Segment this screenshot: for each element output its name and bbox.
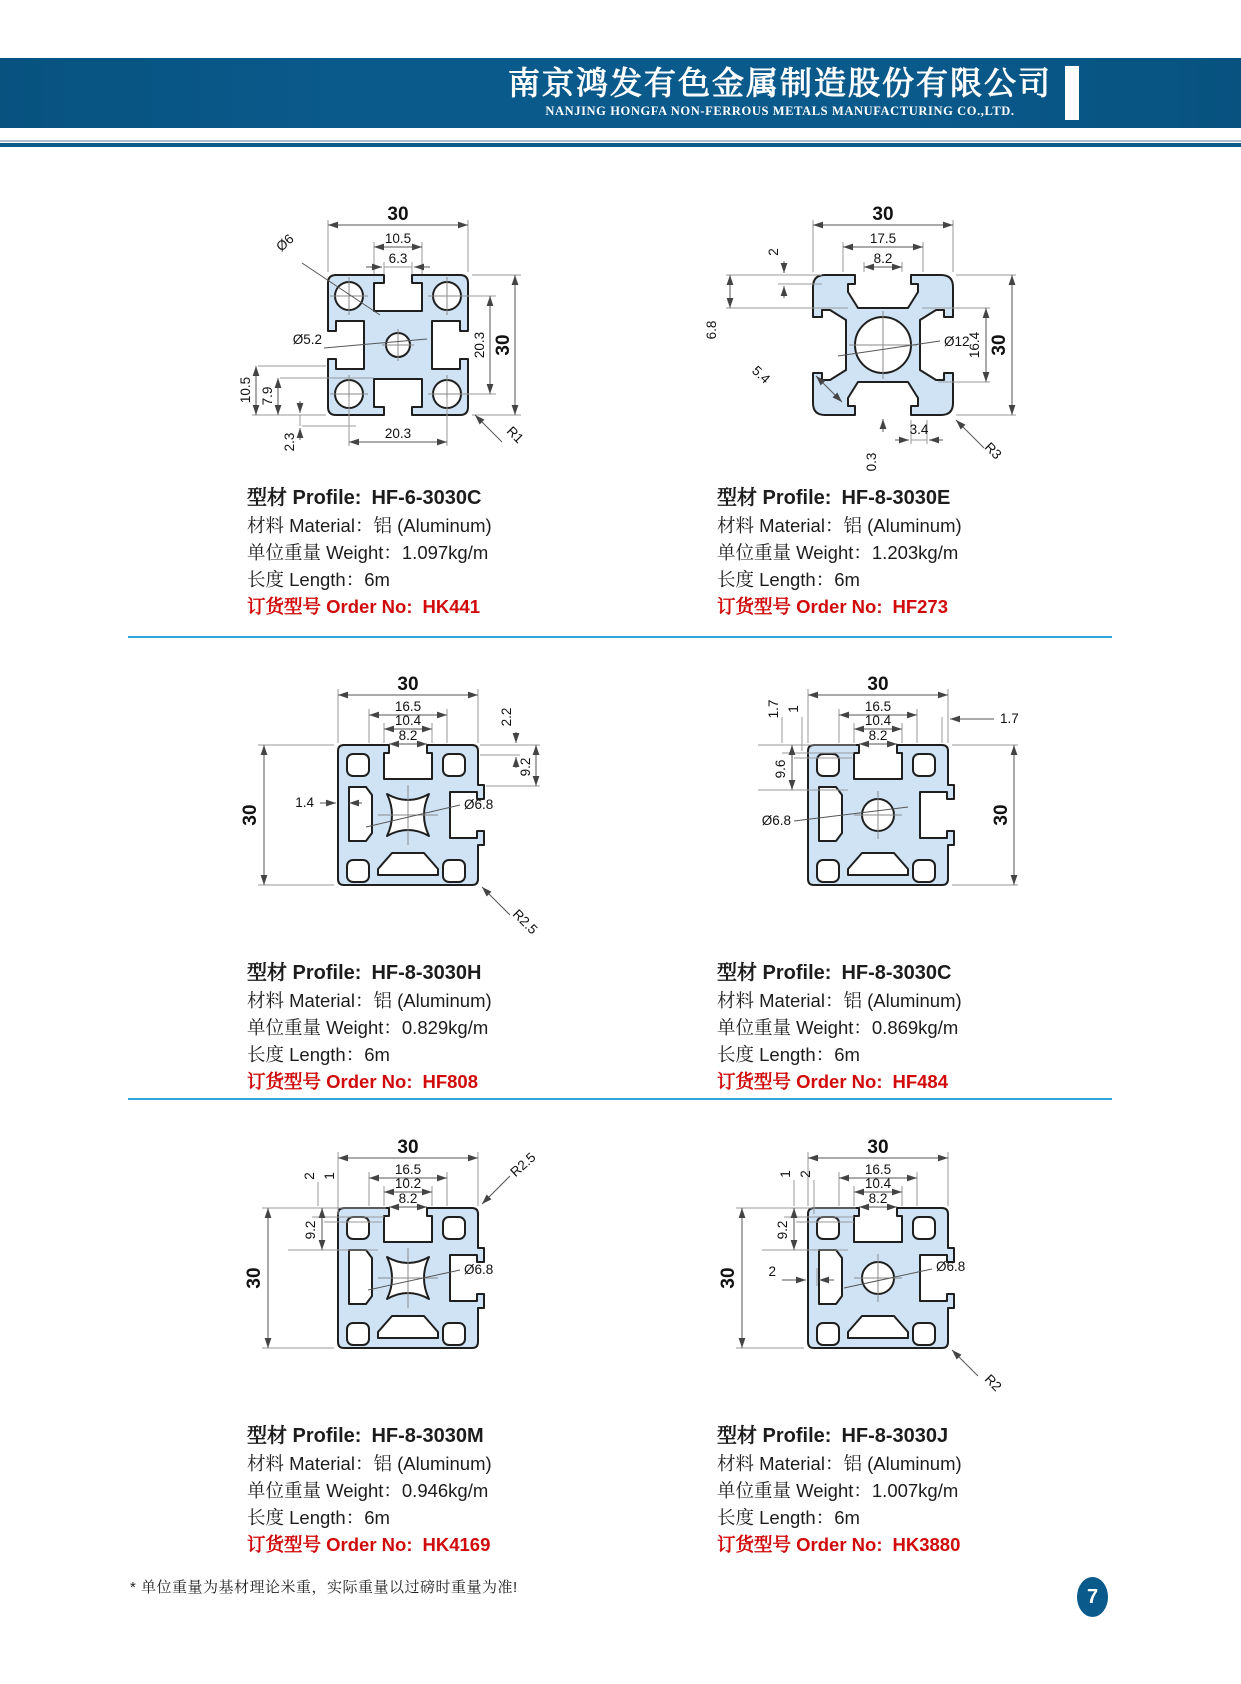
profile-model: HF-8-3030J: [841, 1425, 949, 1447]
dim-16-4: 16.4: [967, 331, 982, 359]
profile-label: 型材 Profile:: [717, 962, 832, 984]
dim-dia-12: Ø12: [944, 334, 970, 349]
order-number: HF484: [892, 1071, 949, 1092]
dim-dia-6-8: Ø6.8: [936, 1259, 966, 1274]
footnote: * 单位重量为基材理论米重，实际重量以过磅时重量为准!: [130, 1579, 518, 1596]
dim-r2-5: R2.5: [507, 1149, 539, 1180]
profile-info: [598, 1418, 1078, 1558]
row-divider-1: [128, 636, 1112, 638]
weight-label: 单位重量 Weight：: [717, 1017, 872, 1038]
material-label: 材料 Material：: [247, 1453, 374, 1474]
weight-label: 单位重量 Weight：: [717, 542, 872, 563]
technical-drawing: [598, 1118, 1078, 1418]
dim-16-5: 16.5: [864, 1162, 892, 1177]
material-value: 铝 (Aluminum): [373, 515, 492, 536]
dim-r1: R1: [503, 423, 527, 447]
dim-1-7-left: 1.7: [766, 699, 781, 719]
weight-value: 0.829kg/m: [401, 1017, 489, 1038]
dim-0-3: 0.3: [864, 452, 879, 472]
profile-info: [598, 955, 1078, 1095]
weight-label: 单位重量 Weight：: [247, 542, 402, 563]
dim-10-5-top: 10.5: [384, 231, 412, 246]
length-label: 长度 Length：: [717, 569, 835, 590]
dim-8-2: 8.2: [868, 728, 888, 743]
order-number: HK441: [422, 596, 481, 617]
dim-10-4: 10.4: [394, 713, 422, 728]
dim-8-2: 8.2: [398, 728, 418, 743]
profile-label: 型材 Profile:: [247, 1425, 362, 1447]
dim-30-right: 30: [493, 334, 514, 356]
profile-label: 型材 Profile:: [717, 1425, 832, 1447]
material-label: 材料 Material：: [717, 1453, 844, 1474]
profile-model: HF-8-3030E: [841, 487, 951, 509]
dim-1-7-right: 1.7: [1000, 711, 1019, 726]
dim-30-top: 30: [387, 204, 409, 225]
length-label: 长度 Length：: [717, 1507, 835, 1528]
order-number: HF808: [422, 1071, 479, 1092]
dim-6-3: 6.3: [388, 251, 408, 266]
dim-10-4: 10.4: [864, 1176, 892, 1191]
material-value: 铝 (Aluminum): [843, 515, 962, 536]
weight-label: 单位重量 Weight：: [247, 1017, 402, 1038]
material-label: 材料 Material：: [717, 990, 844, 1011]
weight-value: 1.007kg/m: [871, 1480, 959, 1501]
dim-30-top: 30: [397, 674, 419, 695]
dim-2-3: 2.3: [282, 432, 297, 452]
dim-30-left: 30: [244, 1267, 265, 1289]
material-value: 铝 (Aluminum): [843, 1453, 962, 1474]
profile-card-hf-8-3030c: [598, 655, 1078, 1095]
profile-info: [128, 955, 608, 1095]
dim-dia-6: Ø6: [273, 231, 297, 255]
dim-2: 2: [798, 1170, 813, 1178]
dim-dia-6-8: Ø6.8: [464, 797, 494, 812]
dim-1-4: 1.4: [295, 795, 314, 810]
weight-value: 1.203kg/m: [871, 542, 959, 563]
weight-value: 0.869kg/m: [871, 1017, 959, 1038]
profile-label: 型材 Profile:: [247, 487, 362, 509]
material-label: 材料 Material：: [247, 515, 374, 536]
length-label: 长度 Length：: [717, 1044, 835, 1065]
dim-1: 1: [322, 1172, 337, 1180]
dim-9-2: 9.2: [775, 1220, 790, 1240]
profile-label: 型材 Profile:: [247, 962, 362, 984]
profile-body: [808, 745, 954, 885]
dim-30-top: 30: [397, 1137, 419, 1158]
length-label: 长度 Length：: [247, 1044, 365, 1065]
dim-8-2: 8.2: [868, 1191, 888, 1206]
dim-2-2: 2.2: [499, 707, 514, 727]
length-value: 6m: [834, 1507, 860, 1528]
drawing-svg-4: [698, 655, 1138, 955]
length-value: 6m: [364, 1044, 390, 1065]
material-value: 铝 (Aluminum): [843, 990, 962, 1011]
length-value: 6m: [834, 569, 860, 590]
order-number: HK4169: [422, 1534, 491, 1555]
dim-30-top: 30: [867, 1137, 889, 1158]
weight-label: 单位重量 Weight：: [247, 1480, 402, 1501]
dim-17-5: 17.5: [869, 231, 897, 246]
dim-16-5: 16.5: [864, 699, 892, 714]
dim-10-4: 10.4: [864, 713, 892, 728]
header-rule-thick: [0, 143, 1241, 147]
profile-body: [338, 745, 484, 885]
dim-7-9: 7.9: [260, 386, 275, 406]
dim-3-4: 3.4: [909, 422, 929, 437]
weight-label: 单位重量 Weight：: [717, 1480, 872, 1501]
dim-5-4: 5.4: [749, 362, 774, 387]
page-number-badge: 7: [1077, 1577, 1108, 1617]
dim-dia-6-8: Ø6.8: [464, 1262, 494, 1277]
technical-drawing: [128, 655, 608, 955]
technical-drawing: [598, 655, 1078, 955]
header-accent-bar: [1065, 66, 1079, 120]
dim-16-5: 16.5: [394, 699, 422, 714]
profile-model: HF-8-3030H: [371, 962, 482, 984]
dim-30-top: 30: [872, 204, 894, 225]
material-label: 材料 Material：: [717, 515, 844, 536]
weight-value: 0.946kg/m: [401, 1480, 489, 1501]
profile-card-hf-8-3030e: [598, 180, 1078, 620]
length-label: 长度 Length：: [247, 569, 365, 590]
drawing-svg-2: [698, 180, 1138, 480]
dim-30-right: 30: [991, 804, 1012, 826]
dim-dia-5-2: Ø5.2: [292, 332, 322, 347]
profile-card-hf-6-3030c: [128, 180, 608, 620]
order-label: 订货型号 Order No:: [717, 1534, 883, 1555]
technical-drawing: [128, 180, 608, 480]
profile-card-hf-8-3030j: [598, 1118, 1078, 1558]
dim-6-8: 6.8: [704, 320, 719, 340]
dim-9-2: 9.2: [303, 1220, 318, 1240]
dim-8-2: 8.2: [398, 1191, 418, 1206]
order-label: 订货型号 Order No:: [717, 1071, 883, 1092]
order-label: 订货型号 Order No:: [247, 1071, 413, 1092]
dim-8-2: 8.2: [873, 251, 893, 266]
profile-card-hf-8-3030h: [128, 655, 608, 1095]
row-divider-2: [128, 1098, 1112, 1100]
dim-2: 2: [766, 248, 781, 256]
order-label: 订货型号 Order No:: [717, 596, 883, 617]
profile-model: HF-6-3030C: [371, 487, 482, 509]
order-label: 订货型号 Order No:: [247, 1534, 413, 1555]
length-value: 6m: [364, 1507, 390, 1528]
company-title-block: [508, 67, 1052, 119]
dim-20-3-right: 20.3: [472, 331, 487, 359]
company-name-en: NANJING HONGFA NON-FERROUS METALS MANUFACTURING CO.,LTD.: [545, 103, 1015, 118]
dim-1: 1: [778, 1170, 793, 1178]
dim-2-wall: 2: [768, 1264, 776, 1279]
dim-1: 1: [786, 705, 801, 713]
dim-30-left: 30: [240, 804, 261, 826]
dim-10-2: 10.2: [394, 1176, 422, 1191]
profile-body: [808, 1208, 954, 1348]
dim-20-3-bottom: 20.3: [384, 426, 412, 441]
profile-label: 型材 Profile:: [717, 487, 832, 509]
weight-value: 1.097kg/m: [401, 542, 489, 563]
dim-30-left: 30: [718, 1267, 739, 1289]
dim-dia-6-8: Ø6.8: [761, 813, 791, 828]
length-value: 6m: [364, 569, 390, 590]
profile-card-hf-8-3030m: [128, 1118, 608, 1558]
dim-r2: R2: [981, 1371, 1005, 1395]
header-band: [0, 58, 1241, 128]
dim-10-5-left: 10.5: [238, 376, 253, 404]
material-value: 铝 (Aluminum): [373, 1453, 492, 1474]
dim-2: 2: [302, 1172, 317, 1180]
order-number: HK3880: [892, 1534, 961, 1555]
dim-r3: R3: [981, 439, 1005, 463]
dim-30-top: 30: [867, 674, 889, 695]
technical-drawing: [128, 1118, 608, 1418]
profile-info: [598, 480, 1078, 620]
length-value: 6m: [834, 1044, 860, 1065]
length-label: 长度 Length：: [247, 1507, 365, 1528]
technical-drawing: [598, 180, 1078, 480]
dim-r2-5: R2.5: [509, 906, 541, 938]
dim-9-6: 9.6: [773, 759, 788, 779]
order-number: HF273: [892, 596, 949, 617]
header-rule-thin: [0, 140, 1241, 142]
profile-body: [328, 275, 468, 415]
order-label: 订货型号 Order No:: [247, 596, 413, 617]
material-value: 铝 (Aluminum): [373, 990, 492, 1011]
profile-body: [338, 1208, 484, 1348]
dim-30-right: 30: [989, 334, 1010, 356]
profile-info: [128, 480, 608, 620]
profile-model: HF-8-3030M: [371, 1425, 484, 1447]
profile-model: HF-8-3030C: [841, 962, 952, 984]
material-label: 材料 Material：: [247, 990, 374, 1011]
company-name-cn: 南京鸿发有色金属制造股份有限公司: [507, 65, 1052, 102]
drawing-svg-6: [698, 1118, 1138, 1418]
dim-16-5: 16.5: [394, 1162, 422, 1177]
dim-9-2: 9.2: [518, 757, 533, 777]
profile-info: [128, 1418, 608, 1558]
